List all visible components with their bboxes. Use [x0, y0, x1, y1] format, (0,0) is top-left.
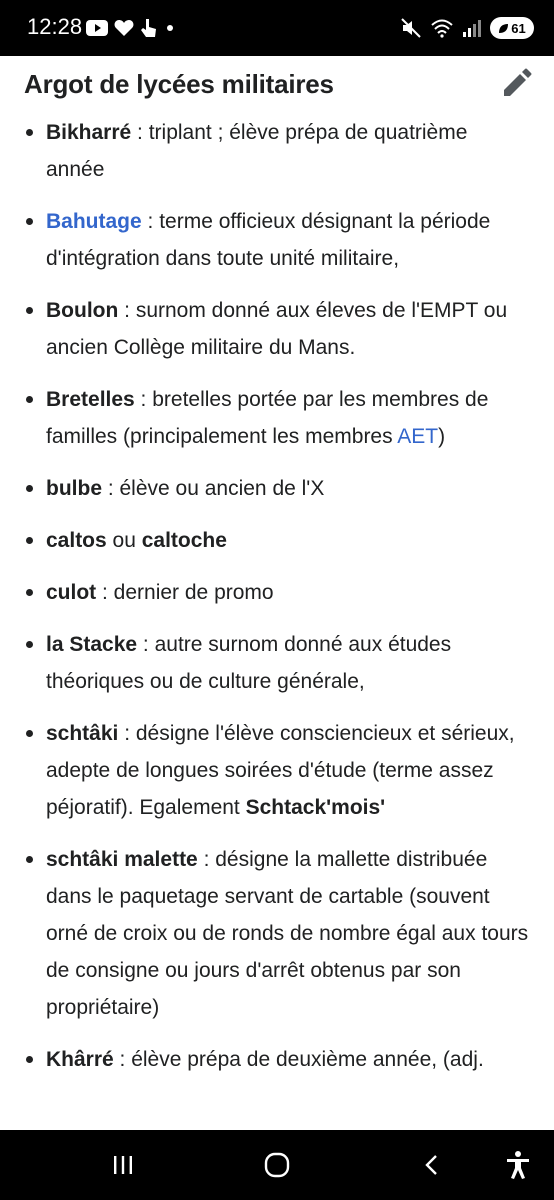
term-label: caltos	[46, 529, 107, 552]
battery-indicator	[490, 17, 534, 39]
battery-level: 61	[511, 20, 526, 36]
status-time: 12:28	[27, 14, 83, 39]
heart-icon	[114, 19, 134, 37]
bullet	[26, 856, 33, 863]
dot-icon	[164, 22, 176, 34]
list-item	[0, 1041, 554, 1078]
term-label: la Stacke	[46, 633, 138, 656]
back-button[interactable]	[414, 1147, 450, 1183]
status-bar	[0, 0, 554, 56]
home-icon	[263, 1151, 291, 1179]
term-label: Boulon	[46, 299, 119, 322]
bullet	[26, 307, 33, 314]
term-definition: : dernier de promo	[96, 581, 274, 604]
term-label: Khârré	[46, 1048, 114, 1071]
term-label: Bikharré	[46, 121, 132, 144]
navigation-bar	[0, 1130, 554, 1200]
term-definition: : terme officieux désignant la période d'intégration dans toute unité militaire,	[46, 210, 491, 270]
section-header	[24, 68, 534, 108]
mute-icon	[400, 17, 422, 39]
term-definition: : désigne la mallette distribuée dans le paquetage servant de cartable (souvent orné de croix ou de ronds de nombre égal aux tours de consigne ou jours d'arrêt obtenus par son propriétaire)	[46, 848, 529, 1019]
list-item	[0, 470, 554, 507]
bullet	[26, 537, 33, 544]
term-connector: ou	[106, 529, 142, 552]
term-label: bulbe	[46, 477, 102, 500]
bullet	[26, 129, 33, 136]
term-label: schtâki malette	[46, 848, 198, 871]
wifi-icon	[430, 18, 454, 38]
bullet	[26, 1056, 33, 1063]
bullet	[26, 218, 33, 225]
home-button[interactable]	[259, 1147, 295, 1183]
list-item	[0, 114, 554, 188]
term-label: Bretelles	[46, 388, 135, 411]
list-item	[0, 522, 554, 559]
term-definition: : surnom donné aux éleves de l'EMPT ou ancien Collège militaire du Mans.	[46, 299, 508, 359]
notification-icons	[86, 16, 176, 40]
term-definition: : élève ou ancien de l'X	[102, 477, 325, 500]
term-definition: : bretelles portée par les membres de familles (principalement les membres	[46, 388, 489, 448]
section-heading: Argot de lycées militaires	[24, 69, 334, 99]
back-icon	[420, 1153, 444, 1177]
term-list	[0, 114, 554, 1093]
term-definition: : triplant ; élève prépa de quatrième année	[46, 121, 468, 181]
term-label-alt: Schtack'mois'	[245, 796, 386, 819]
list-item	[0, 715, 554, 826]
bullet	[26, 589, 33, 596]
bullet	[26, 641, 33, 648]
term-definition-end: )	[438, 425, 446, 448]
bullet	[26, 730, 33, 737]
system-icons	[400, 14, 534, 42]
aet-link[interactable]: AET	[397, 425, 439, 448]
bullet	[26, 396, 33, 403]
term-label-alt: caltoche	[141, 529, 227, 552]
signal-icon	[462, 18, 482, 38]
list-item	[0, 626, 554, 700]
recents-icon	[111, 1153, 135, 1177]
bullet	[26, 485, 33, 492]
term-label: culot	[46, 581, 97, 604]
list-item	[0, 574, 554, 611]
list-item	[0, 381, 554, 455]
term-definition: : élève prépa de deuxième année, (adj.	[113, 1048, 484, 1071]
term-label: schtâki	[46, 722, 119, 745]
pencil-icon[interactable]	[500, 68, 532, 100]
list-item	[0, 292, 554, 366]
list-item	[0, 841, 554, 1026]
tap-icon	[140, 17, 158, 39]
list-item	[0, 203, 554, 277]
accessibility-icon	[504, 1150, 532, 1180]
leaf-icon	[498, 23, 509, 34]
youtube-icon	[86, 20, 108, 36]
term-definition: : désigne l'élève consciencieux et sérieux, adepte de longues soirées d'étude (terme assez péjoratif). Egalement	[46, 722, 515, 819]
term-definition: : autre surnom donné aux études théoriques ou de culture générale,	[46, 633, 452, 693]
accessibility-button[interactable]	[500, 1147, 536, 1183]
recents-button[interactable]	[105, 1147, 141, 1183]
term-link-bahutage[interactable]: Bahutage	[46, 210, 142, 233]
article-content[interactable]	[0, 56, 554, 1130]
